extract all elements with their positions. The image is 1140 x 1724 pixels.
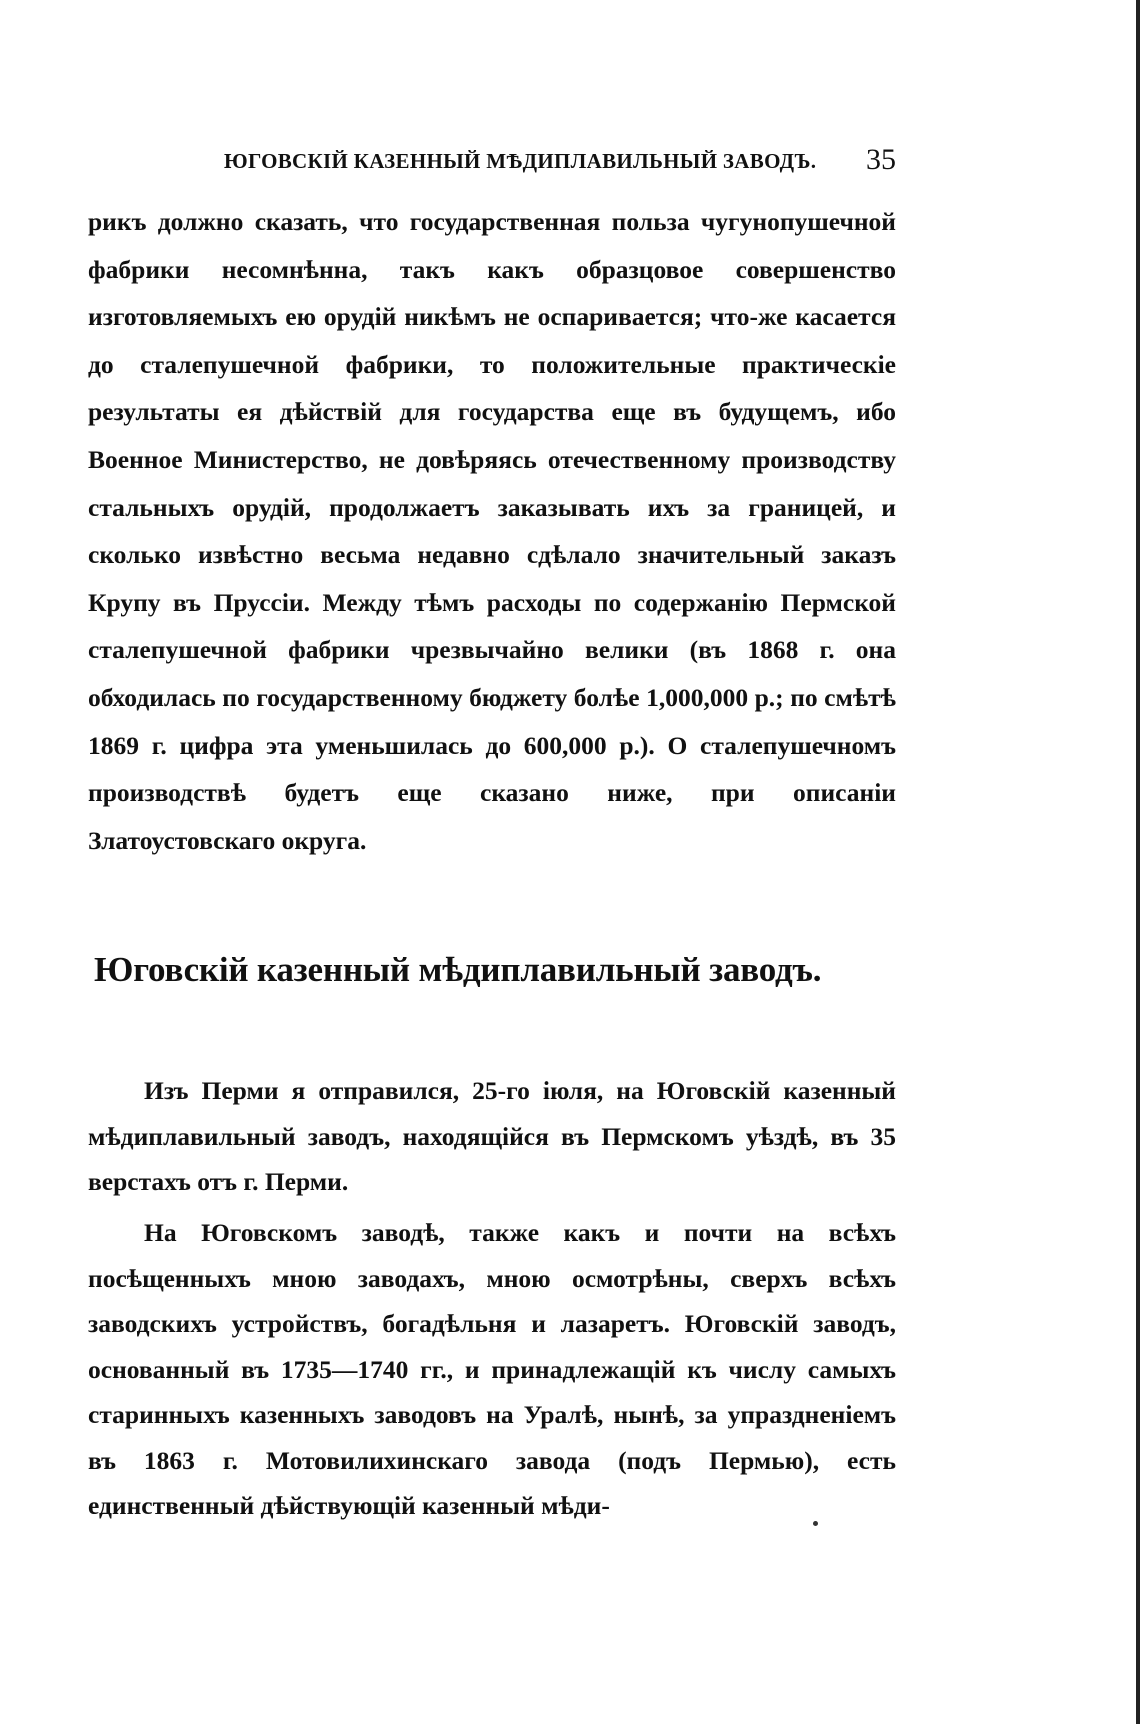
page-header [88,143,896,183]
page-edge-shadow [1136,0,1140,1724]
paragraph-factory: На Юговскомъ заводѣ, также какъ и почти на всѣхъ посѣщенныхъ мною заводахъ, мною осмотрѣны, сверхъ всѣхъ заводскихъ устройствъ, богадѣльня и лазаретъ. Юговскій заводъ, основанный въ 1735—1740 гг., и принадлежащій къ числу самыхъ старинныхъ казенныхъ заводовъ на Уралѣ, нынѣ, за упраздненіемъ въ 1863 г. Мотовилихинскаго завода (подъ Пермью), есть единственный дѣйствующій казенный мѣди- [88,1218,896,1520]
ink-speck [813,1521,818,1526]
section-heading: Юговскій казенный мѣдиплавильный заводъ. [94,950,822,989]
paragraph-arrival: Изъ Перми я отправился, 25-го іюля, на Юговскій казенный мѣдиплавильный заводъ, находящійся въ Пермскомъ уѣздѣ, въ 35 верстахъ отъ г. Перми. [88,1076,896,1196]
page-number: 35 [866,143,896,176]
paragraph-continued: рикъ должно сказать, что государственная польза чугунопушечной фабрики несомнѣнна, такъ какъ образцовое совершенство изготовляемыхъ ею орудій никѣмъ не оспаривается; что-же касается до сталепушечной фабрики, то положительные практическіе результаты ея дѣйствій для государства еще въ будущемъ, ибо Военное Министерство, не довѣряясь отечественному производству стальныхъ орудій, продолжаетъ заказывать ихъ за границей, и сколько извѣстно весьма недавно сдѣлало значительный заказъ Крупу въ Пруссіи. Между тѣмъ расходы по содержанію Пермской сталепушечной фабрики чрезвычайно велики (въ 1868 г. она обходилась по государственному бюджету болѣе 1,000,000 р.; по смѣтѣ 1869 г. цифра эта уменьшилась до 600,000 р.). О сталепушечномъ производствѣ будетъ еще сказано ниже, при описаніи Златоустовскаго округа. [88,207,896,855]
running-head: ЮГОВСКІЙ КАЗЕННЫЙ МѢДИПЛАВИЛЬНЫЙ ЗАВОДЪ. [224,149,817,173]
